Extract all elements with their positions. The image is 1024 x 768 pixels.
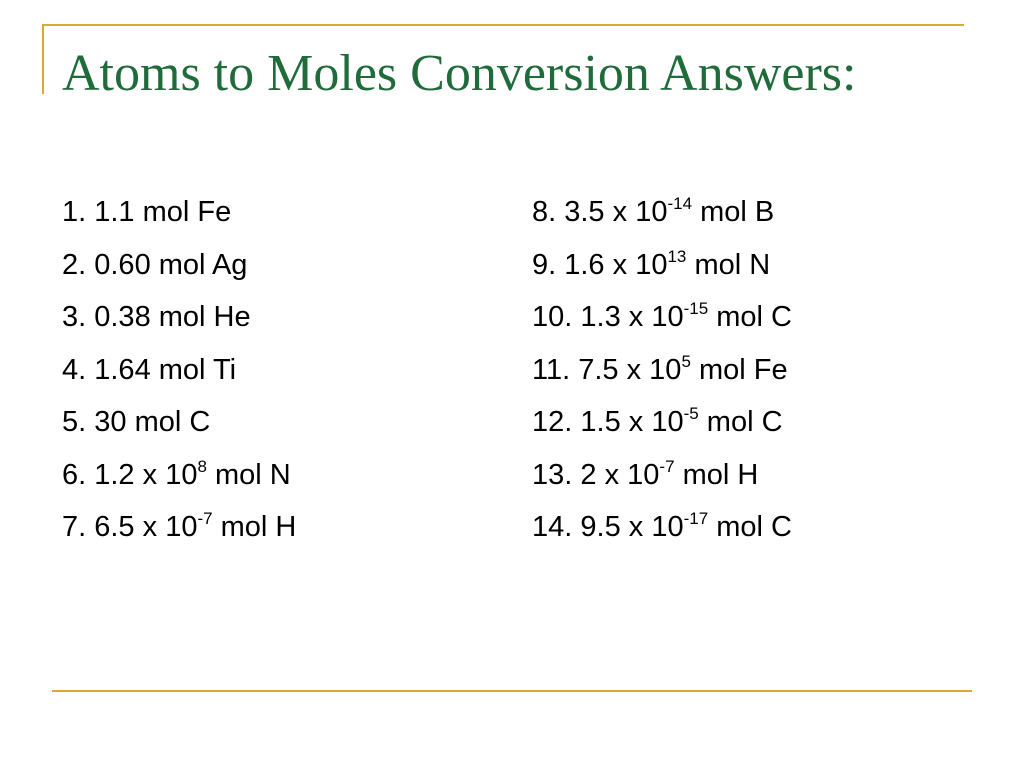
answer-number: 14. [532, 511, 573, 543]
answer-coefficient: 7.5 [578, 353, 619, 386]
answer-number: 12. [532, 406, 573, 438]
answer-number: 1. [62, 196, 87, 228]
answer-exponent: -7 [659, 456, 675, 476]
answer-unit: mol N [214, 458, 291, 491]
answer-unit: mol Ag [158, 248, 248, 281]
answer-coefficient: 1.6 [564, 248, 605, 281]
answer-number: 10. [532, 301, 573, 333]
answer-coefficient: 6.5 [94, 511, 135, 543]
answer-exponent: 5 [681, 351, 691, 371]
answer-coefficient: 1.2 [94, 458, 135, 491]
answer-item [62, 239, 296, 292]
answer-item: 7. 6.5 x $10^{-7}$ mol H [62, 509, 297, 543]
answer-number: 4. [62, 353, 87, 386]
answers-column-left [62, 186, 296, 554]
answer-coefficient: 1.3 [580, 301, 621, 333]
answer-coefficient: 30 [94, 406, 127, 438]
answer-coefficient: 0.38 [94, 301, 151, 333]
answer-unit: mol H [682, 458, 759, 491]
slide-title: Atoms to Moles Conversion Answers: [62, 45, 857, 102]
answer-unit: mol H [220, 511, 297, 543]
answer-item: 8. 3.5 x $10^{-14}$ mol B [532, 194, 775, 228]
answer-coefficient: 3.5 [564, 196, 605, 228]
answer-number: 3. [62, 301, 87, 333]
answer-item [62, 291, 296, 344]
answer-unit: mol C [134, 406, 211, 438]
answer-exponent: -15 [683, 299, 709, 318]
answer-item: 9. 1.6 x $10^{13}$ mol N [532, 246, 771, 281]
answer-number: 11. [532, 353, 571, 386]
answer-number: 13. [532, 458, 573, 491]
answer-coefficient: 0.60 [94, 248, 151, 281]
answer-unit: mol N [694, 248, 771, 281]
answer-exponent: -5 [683, 404, 699, 423]
answer-number: 2. [62, 248, 87, 281]
answer-unit: mol C [716, 511, 792, 543]
answer-unit: mol B [700, 196, 775, 228]
answer-exponent: -17 [683, 509, 709, 528]
frame-bottom-rule [52, 690, 972, 692]
answer-unit: mol Ti [158, 353, 237, 386]
answer-item: 13. 2 x $10^{-7}$ mol H [532, 456, 759, 491]
answer-unit: mol Fe [142, 196, 232, 228]
answer-coefficient: 1.5 [580, 406, 621, 438]
answer-number: 6. [62, 458, 87, 491]
answer-number: 8. [532, 196, 557, 228]
answer-coefficient: 2 [580, 458, 597, 491]
answer-item [62, 344, 296, 397]
answer-unit: mol Fe [698, 353, 788, 386]
answer-item: 10. 1.3 x $10^{-15}$ mol C [532, 299, 792, 333]
answer-item: 12. 1.5 x $10^{-5}$ mol C [532, 404, 783, 438]
answer-unit: mol C [716, 301, 792, 333]
answer-exponent: -14 [667, 194, 693, 213]
answer-unit: mol He [158, 301, 251, 333]
answer-number: 7. [62, 511, 87, 543]
answer-item: 11. 7.5 x $10^5$ mol Fe [532, 351, 788, 386]
answer-exponent: -7 [197, 509, 213, 528]
answer-item: 14. 9.5 x $10^{-17}$ mol C [532, 509, 792, 543]
answer-coefficient: 1.64 [94, 353, 151, 386]
answer-item: 6. 1.2 x $10^8$ mol N [62, 456, 291, 491]
answer-number: 9. [532, 248, 557, 281]
frame-top-rule [42, 24, 964, 26]
answer-coefficient: 9.5 [580, 511, 621, 543]
answer-number: 5. [62, 406, 87, 438]
answer-coefficient: 1.1 [94, 196, 135, 228]
answer-exponent: 13 [667, 246, 687, 266]
answers-column-right [532, 186, 792, 554]
frame-left-rule [42, 24, 44, 94]
answer-exponent: 8 [197, 456, 207, 476]
answer-item [62, 186, 296, 239]
answer-item [62, 396, 296, 449]
answer-unit: mol C [706, 406, 783, 438]
